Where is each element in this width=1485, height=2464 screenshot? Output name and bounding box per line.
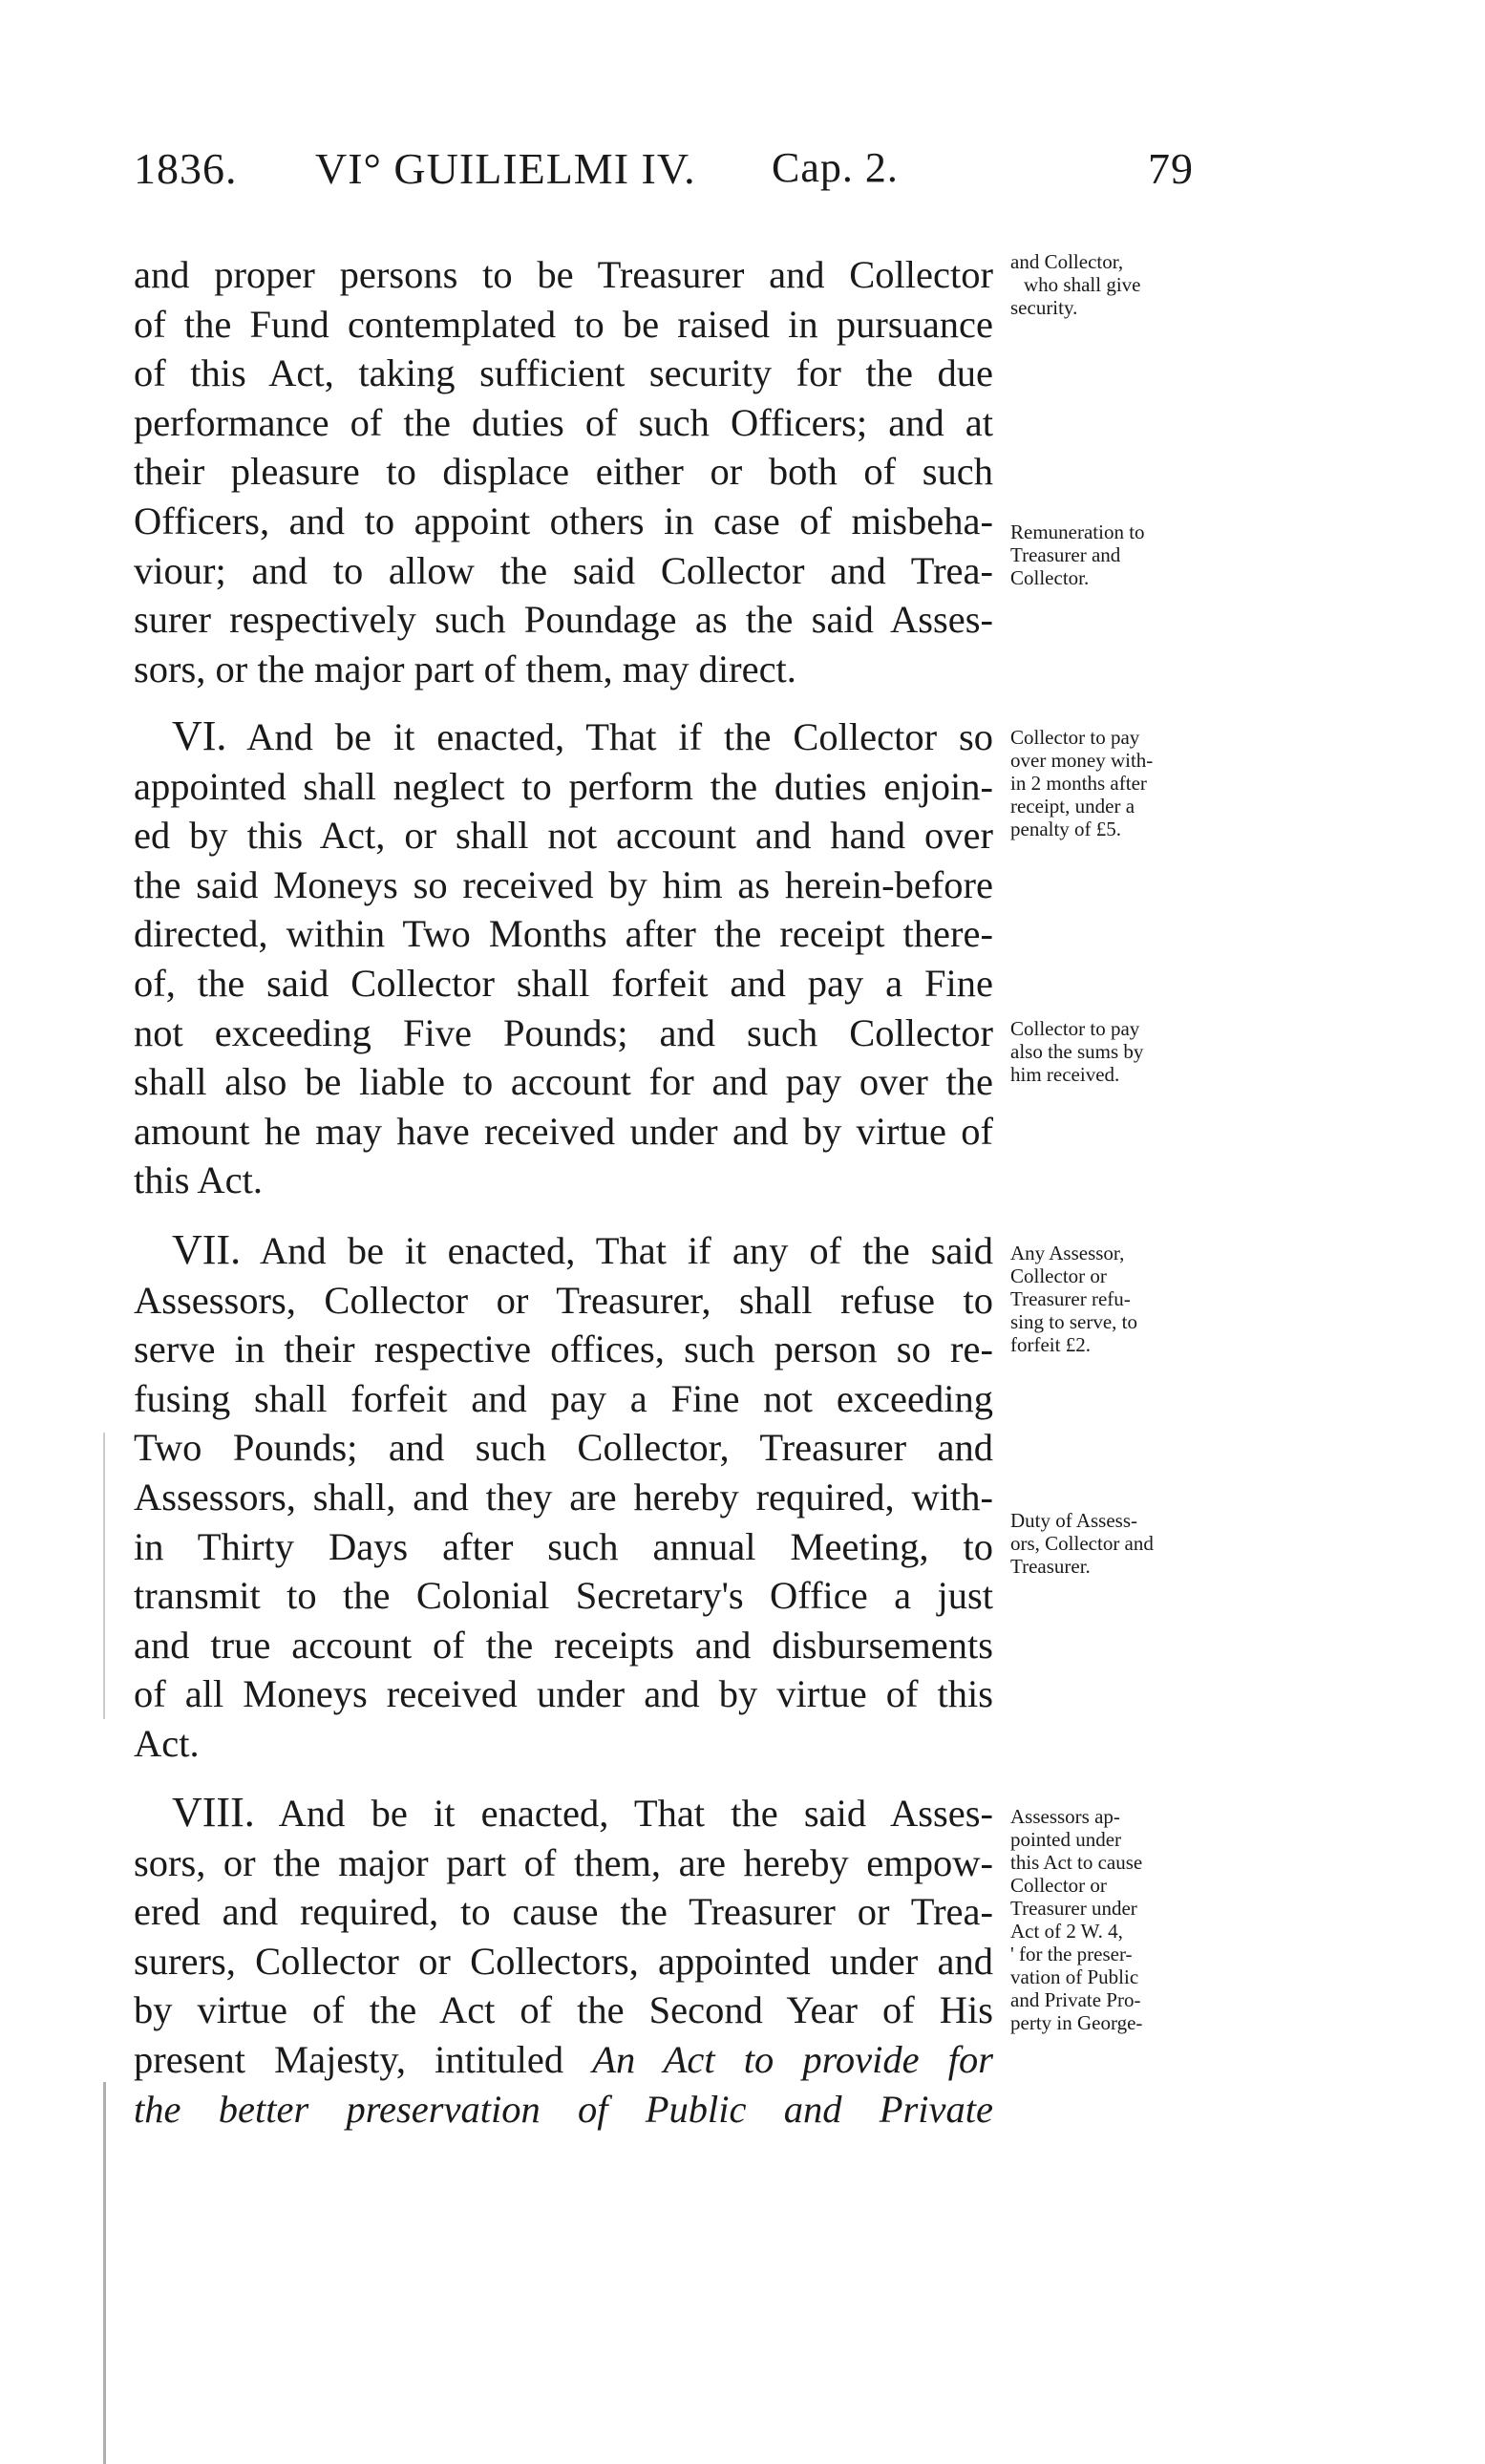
marginal-note <box>1010 726 1201 840</box>
note-line: Assessors ap- <box>1010 1805 1120 1828</box>
note-line: Treasurer. <box>1010 1555 1091 1578</box>
marginal-note <box>1010 250 1201 319</box>
act-title-italic: An Act to provide for <box>592 2037 993 2081</box>
text-line: fusing shall forfeit and pay a Fine not exceeding <box>134 1376 993 1420</box>
note-line: in 2 months after <box>1010 772 1147 795</box>
text-line: not exceeding Five Pounds; and such Collector <box>134 1010 993 1054</box>
note-line: Collector or <box>1010 1874 1107 1897</box>
text-line: the said Moneys so received by him as herein-before <box>134 862 993 906</box>
text-line: Act. <box>134 1721 200 1765</box>
note-line: Collector or <box>1010 1264 1107 1287</box>
text-line: ered and required, to cause the Treasurer or Trea- <box>134 1890 993 1934</box>
note-line: Any Assessor, <box>1010 1242 1125 1264</box>
note-line: and Collector, <box>1010 250 1124 273</box>
note-line: and Private Pro- <box>1010 1988 1141 2011</box>
note-line: pointed under <box>1010 1828 1122 1851</box>
text-line: Assessors, shall, and they are hereby required, with- <box>134 1475 993 1519</box>
marginal-note <box>1010 1805 1201 2034</box>
text-line: transmit to the Colonial Secretary's Office a just <box>134 1574 993 1618</box>
text-line: and proper persons to be Treasurer and Collector <box>134 253 993 296</box>
note-line: perty in George- <box>1010 2011 1143 2034</box>
marginal-note <box>1010 1242 1201 1356</box>
note-line: ' for the preser- <box>1010 1943 1133 1965</box>
text-line: amount he may have received under and by virtue of <box>134 1109 993 1153</box>
running-head-reign: VI° GUILIELMI IV. <box>315 144 696 193</box>
note-line: security. <box>1010 296 1078 319</box>
note-line: Remuneration to <box>1010 520 1145 543</box>
note-line: Collector. <box>1010 566 1090 589</box>
section-opening-text: And be it enacted, That if any of the said <box>259 1229 993 1272</box>
section-number: VII. <box>172 1226 242 1273</box>
note-line: who shall give <box>1024 273 1141 296</box>
running-head-year: 1836. <box>134 144 238 193</box>
section-vi <box>134 712 993 1205</box>
text-line: this Act. <box>134 1158 264 1202</box>
text-line: of the Fund contemplated to be raised in pursuance <box>134 302 993 346</box>
running-head <box>134 143 1194 210</box>
note-line: Treasurer and <box>1010 543 1121 566</box>
note-line: forfeit £2. <box>1010 1333 1091 1356</box>
page-number: 79 <box>1148 144 1194 193</box>
text-line: of this Act, taking sufficient security for the due <box>134 351 993 395</box>
text-line <box>134 712 993 762</box>
text-line: sors, or the major part of them, may direct. <box>134 647 796 690</box>
note-line: Act of 2 W. 4, <box>1010 1920 1123 1943</box>
section-opening-text: And be it enacted, That if the Collector so <box>246 715 993 758</box>
text-line: viour; and to allow the said Collector and Trea- <box>134 548 993 592</box>
section-number: VIII. <box>172 1789 255 1836</box>
text-line: ed by this Act, or shall not account and hand over <box>134 814 993 858</box>
text-line: by virtue of the Act of the Second Year of His <box>134 1988 993 2032</box>
text-line <box>134 2035 993 2085</box>
note-line: Duty of Assess- <box>1010 1509 1138 1532</box>
note-line: him received. <box>1010 1063 1120 1086</box>
section-viii <box>134 1788 993 2134</box>
text-line: surer respectively such Poundage as the said Asses- <box>134 598 993 642</box>
note-line: also the sums by <box>1010 1040 1144 1063</box>
text-line: performance of the duties of such Officers; and at <box>134 400 993 444</box>
marginal-note <box>1010 1509 1201 1578</box>
text-line: directed, within Two Months after the receipt there- <box>134 912 993 956</box>
text-run: present Majesty, intituled <box>134 2037 564 2081</box>
note-line: over money with- <box>1010 749 1154 772</box>
note-line: Treasurer under <box>1010 1897 1137 1920</box>
text-line: Assessors, Collector or Treasurer, shall refuse to <box>134 1278 993 1322</box>
note-line: Collector to pay <box>1010 726 1140 749</box>
note-line: receipt, under a <box>1010 795 1135 818</box>
note-line: this Act to cause <box>1010 1851 1143 1874</box>
text-line: surers, Collector or Collectors, appointed under and <box>134 1939 993 1983</box>
act-title-italic: the better preservation of Public and Private <box>134 2087 993 2131</box>
text-line: and true account of the receipts and disbursements <box>134 1623 993 1667</box>
paragraph-continuation <box>134 250 993 693</box>
text-line: sors, or the major part of them, are hereby empow- <box>134 1840 993 1884</box>
text-line: Two Pounds; and such Collector, Treasurer and <box>134 1426 993 1470</box>
note-line: vation of Public <box>1010 1965 1139 1988</box>
scan-artifact-line <box>103 2082 106 2464</box>
text-line: in Thirty Days after such annual Meeting, to <box>134 1524 993 1568</box>
text-line <box>134 1225 993 1276</box>
note-line: penalty of £5. <box>1010 818 1122 840</box>
section-opening-text: And be it enacted, That the said Asses- <box>278 1792 993 1835</box>
text-line: of, the said Collector shall forfeit and pay a Fine <box>134 961 993 1005</box>
note-line: Treasurer refu- <box>1010 1287 1131 1310</box>
text-line: their pleasure to displace either or both of such <box>134 450 993 494</box>
note-line: sing to serve, to <box>1010 1310 1137 1333</box>
note-line: Collector to pay <box>1010 1017 1140 1040</box>
text-line: appointed shall neglect to perform the duties enjoin- <box>134 764 993 808</box>
running-head-chapter: Cap. 2. <box>772 144 899 191</box>
text-line <box>134 1788 993 1838</box>
text-line: of all Moneys received under and by virtue of this <box>134 1672 993 1716</box>
section-number: VI. <box>172 712 227 759</box>
marginal-note <box>1010 1017 1201 1086</box>
scan-artifact-line <box>103 1433 105 1719</box>
text-line: serve in their respective offices, such person so re- <box>134 1328 993 1371</box>
note-line: ors, Collector and <box>1010 1532 1154 1555</box>
text-line: shall also be liable to account for and pay over the <box>134 1060 993 1104</box>
text-line: Officers, and to appoint others in case of misbeha- <box>134 499 993 542</box>
marginal-note <box>1010 520 1201 589</box>
section-vii <box>134 1225 993 1769</box>
